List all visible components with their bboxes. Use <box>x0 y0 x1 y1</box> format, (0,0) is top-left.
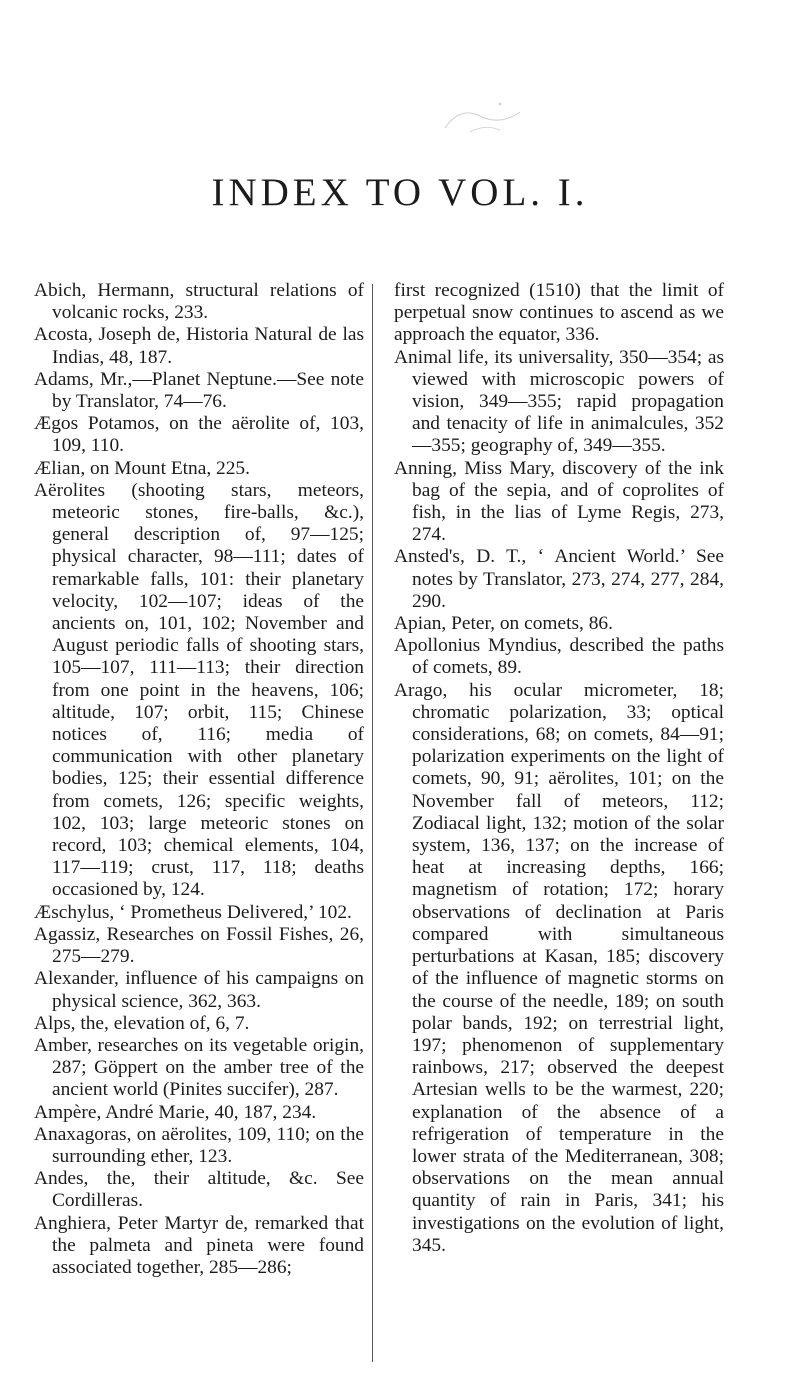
page-title: INDEX TO VOL. I. <box>211 171 589 214</box>
index-entry: Ansted's, D. T., ‘ Ancient World.’ See notes by Translator, 273, 274, 277, 284, 290. <box>394 546 724 612</box>
index-entry: Abich, Hermann, structural relations of volcanic rocks, 233. <box>34 280 364 324</box>
paper-smudge <box>440 98 530 138</box>
index-entry: Arago, his ocular micrometer, 18; chromatic polarization, 33; optical considerations, 68; on comets, 84—91; polarization experiments on the light of comets, 90, 91; aërolites, 101; on the November fall of meteors, 112; Zodiacal light, 132; motion of the solar system, 136, 137; on the increase of heat at increasing depths, 166; magnetism of rotation; 172; horary observations of declination at Paris compared with simultaneous perturbations at Kasan, 185; discovery of the influence of magnetic storms on the course of the needle, 189; on south polar bands, 192; on terrestrial light, 197; phenomenon of supplementary rainbows, 217; observed the deepest Artesian wells to be the warmest, 220; explanation of the absence of a refrigeration of temperature in the lower strata of the Mediterranean, 308; observations on the mean annual quantity of rain in Paris, 341; his investigations on the evolution of light, 345. <box>394 679 724 1256</box>
index-entry: Agassiz, Researches on Fossil Fishes, 26, 275—279. <box>34 923 364 968</box>
index-entry: Ampère, André Marie, 40, 187, 234. <box>34 1101 317 1123</box>
left-column <box>34 280 364 1279</box>
index-entry: Anaxagoras, on aërolites, 109, 110; on the surrounding ether, 123. <box>34 1123 364 1167</box>
index-entry: Anning, Miss Mary, discovery of the ink bag of the sepia, and of coprolites of fish, in the lias of Lyme Regis, 273, 274. <box>394 457 724 546</box>
index-entry: Alexander, influence of his campaigns on physical science, 362, 363. <box>34 968 364 1012</box>
index-entry: Æschylus, ‘ Prometheus Delivered,’ 102. <box>34 901 352 923</box>
index-entry: Alps, the, elevation of, 6, 7. <box>34 1012 250 1034</box>
index-entry: Acosta, Joseph de, Historia Natural de las Indias, 48, 187. <box>34 324 364 368</box>
index-entry: Ægos Potamos, on the aërolite of, 103, 109, 110. <box>34 413 364 457</box>
index-entry: Apian, Peter, on comets, 86. <box>394 613 613 635</box>
right-column <box>394 280 724 1257</box>
index-entry: Ælian, on Mount Etna, 225. <box>34 457 250 479</box>
index-entry: Animal life, its universality, 350—354; as viewed with microscopic powers of vision, 349—355; rapid propagation and tenacity of life in animalcules, 352—355; geography of, 349—355. <box>394 346 724 457</box>
index-entry: Amber, researches on its vegetable origin, 287; Göppert on the amber tree of the ancient world (Pinites succifer), 287. <box>34 1034 364 1101</box>
index-entry: Apollonius Myndius, described the paths of comets, 89. <box>394 635 724 679</box>
index-entry-continued: first recognized (1510) that the limit of perpetual snow continues to ascend as we approach the equator, 336. <box>394 280 724 346</box>
index-entry: Andes, the, their altitude, &c. See Cordilleras. <box>34 1168 364 1212</box>
index-entry: Aërolites (shooting stars, meteors, meteoric stones, fire-balls, &c.), general description of, 97—125; physical character, 98—111; dates of remarkable falls, 101: their planetary velocity, 102—107; ideas of the ancients on, 101, 102; November and August periodic falls of shooting stars, 105—107, 111—113; their direction from one point in the heavens, 106; altitude, 107; orbit, 115; Chinese notices of, 116; media of communication with other planetary bodies, 125; their essential difference from comets, 126; specific weights, 102, 103; large meteoric stones on record, 103; chemical elements, 104, 117—119; crust, 117, 118; deaths occasioned by, 124. <box>34 479 364 901</box>
index-entry: Adams, Mr.,—Planet Neptune.—See note by Translator, 74—76. <box>34 368 364 413</box>
index-entry: Anghiera, Peter Martyr de, remarked that the palmeta and pineta were found associated together, 285—286; <box>34 1212 364 1278</box>
column-divider <box>372 284 373 1362</box>
